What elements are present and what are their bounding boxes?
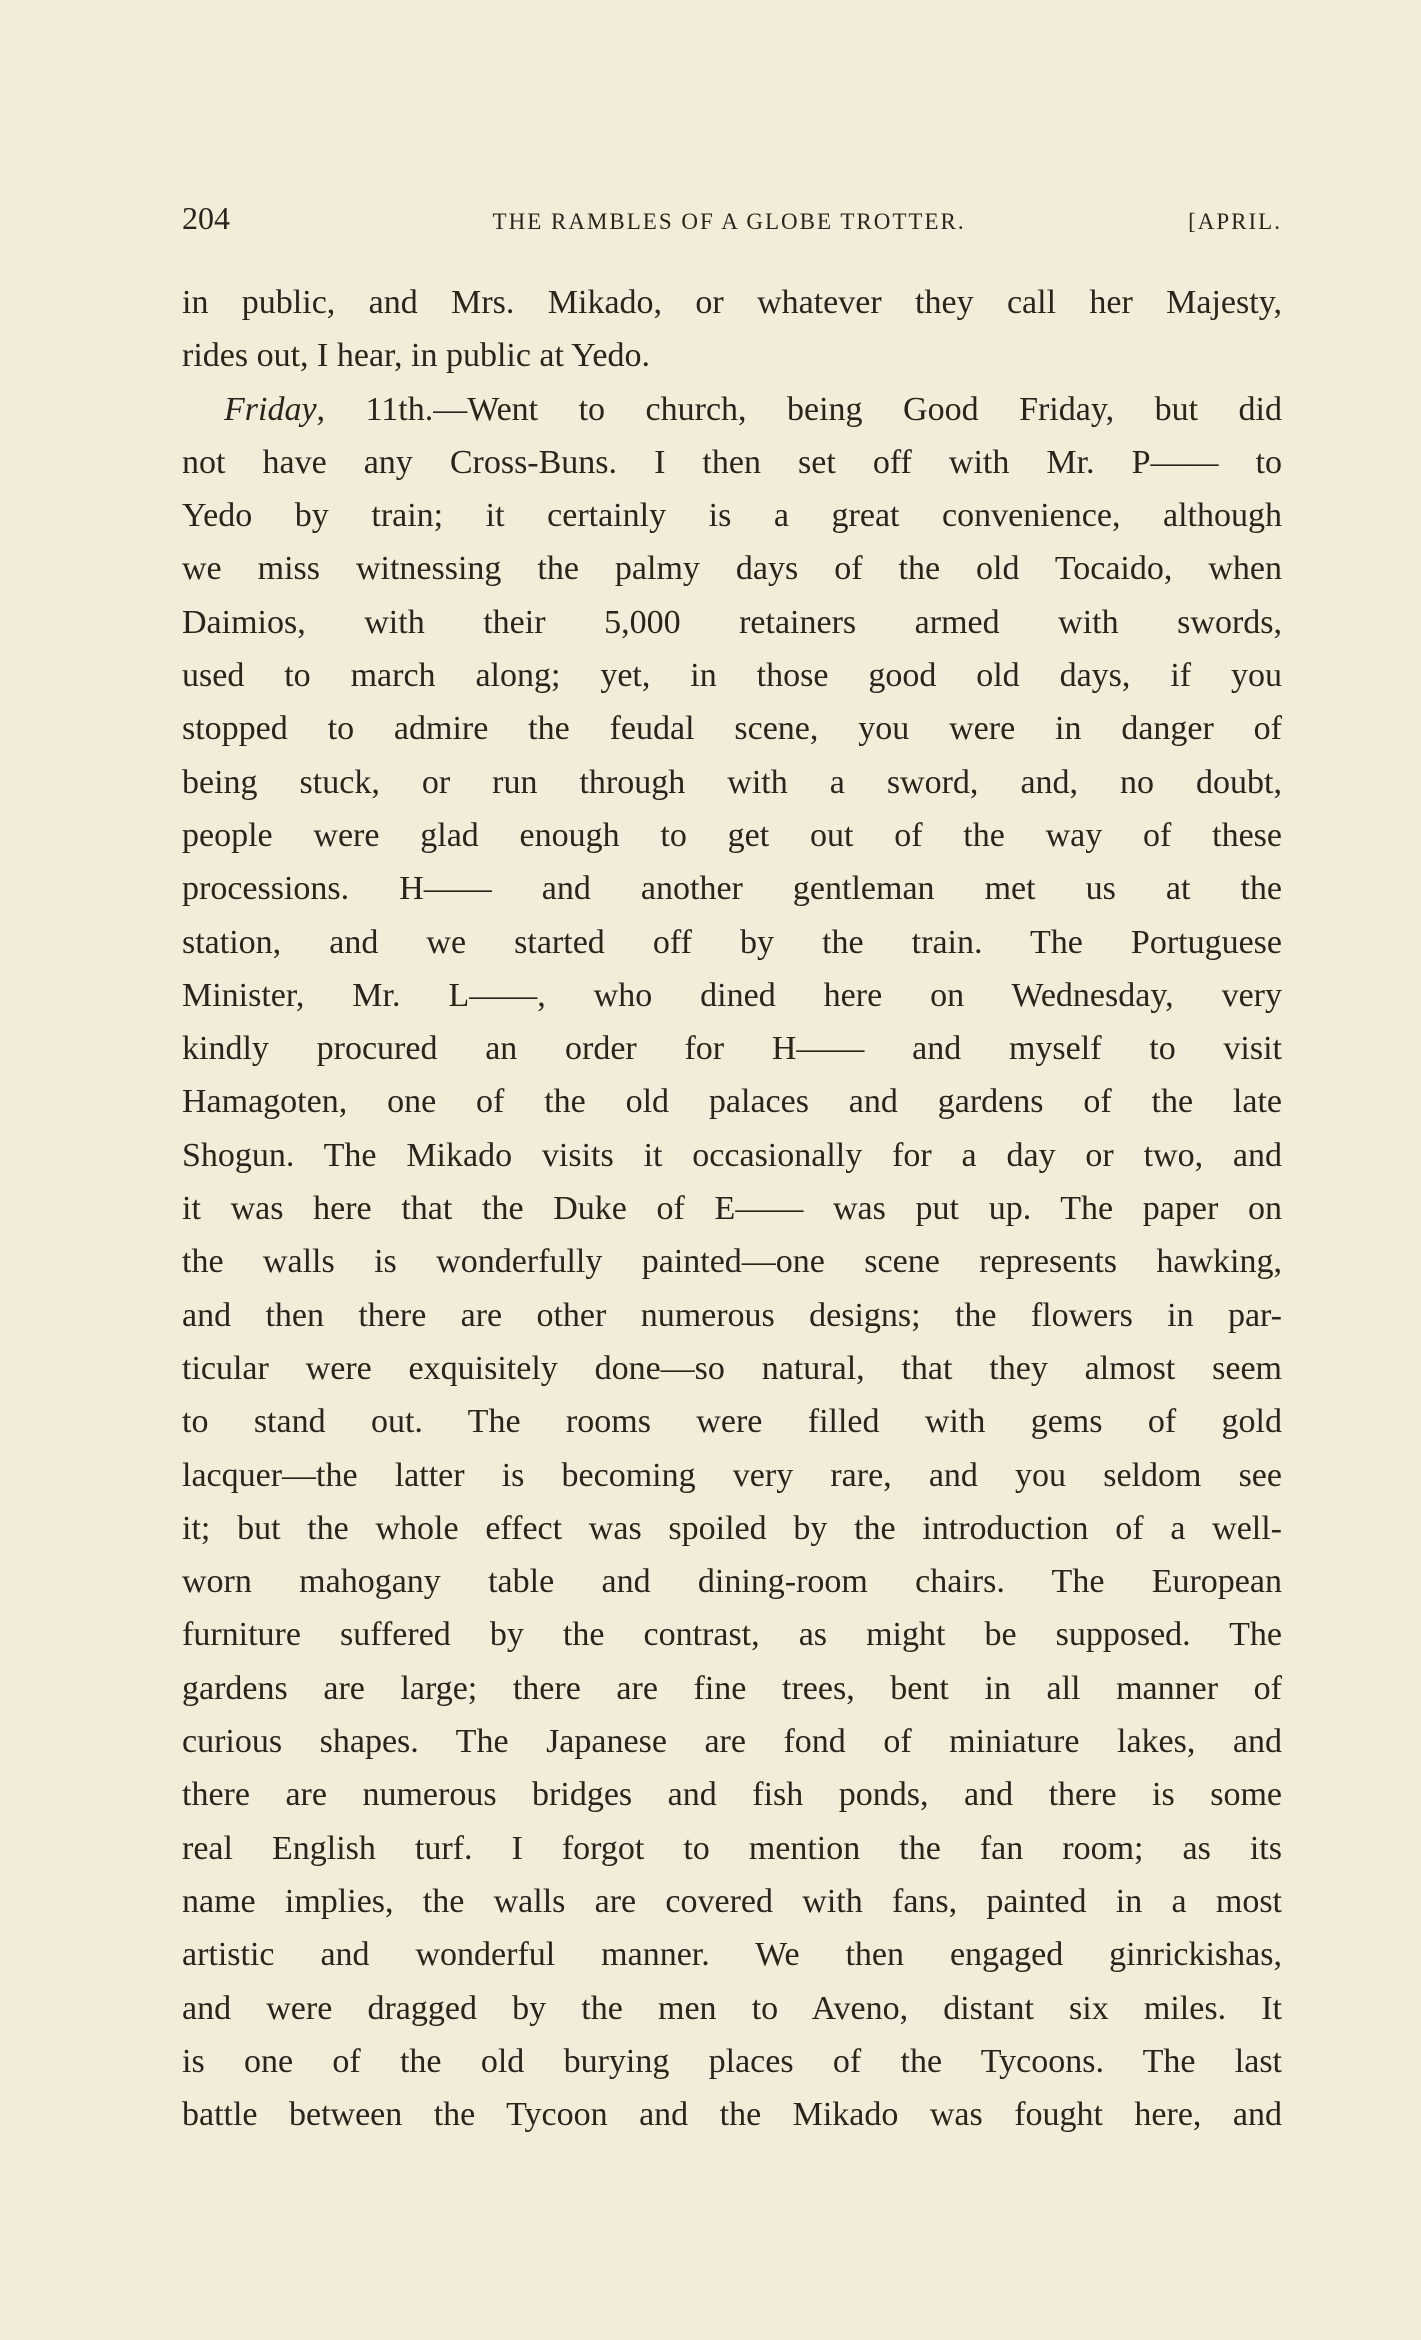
text-line: stopped to admire the feudal scene, you were in danger of bbox=[182, 710, 1282, 748]
page-number: 204 bbox=[182, 200, 230, 236]
text-line: gardens are large; there are fine trees, bent in all manner of bbox=[182, 1669, 1282, 1707]
running-month: [APRIL. bbox=[1188, 209, 1282, 234]
text-line: Daimios, with their 5,000 retainers armed with swords, bbox=[182, 603, 1282, 641]
text-line: there are numerous bridges and fish ponds, and there is some bbox=[182, 1776, 1282, 1814]
body-text bbox=[182, 276, 1282, 2141]
running-title: THE RAMBLES OF A GLOBE TROTTER. bbox=[492, 209, 966, 234]
text-line: it was here that the Duke of E—— was put up. The paper on bbox=[182, 1190, 1282, 1228]
text-line: processions. H—— and another gentleman met us at the bbox=[182, 870, 1282, 908]
text-line: worn mahogany table and dining-room chairs. The European bbox=[182, 1563, 1282, 1601]
text-line: in public, and Mrs. Mikado, or whatever they call her Majesty, bbox=[182, 284, 1282, 321]
text-line: name implies, the walls are covered with fans, painted in a most bbox=[182, 1882, 1282, 1920]
text-line: the walls is wonderfully painted—one scene represents hawking, bbox=[182, 1243, 1282, 1281]
text-line: Yedo by train; it certainly is a great convenience, although bbox=[182, 497, 1282, 535]
text-line-friday bbox=[182, 383, 1282, 436]
text-line: and were dragged by the men to Aveno, distant six miles. It bbox=[182, 1989, 1282, 2027]
text-line: is one of the old burying places of the Tycoons. The last bbox=[182, 2042, 1282, 2080]
text-line: artistic and wonderful manner. We then engaged ginrickishas, bbox=[182, 1936, 1282, 1974]
text-line: we miss witnessing the palmy days of the old Tocaido, when bbox=[182, 550, 1282, 588]
text-line: being stuck, or run through with a sword, and, no doubt, bbox=[182, 763, 1282, 801]
text-line: curious shapes. The Japanese are fond of miniature lakes, and bbox=[182, 1723, 1282, 1761]
text-line: not have any Cross-Buns. I then set off with Mr. P—— to bbox=[182, 443, 1282, 481]
text-line: it; but the whole effect was spoiled by the introduction of a well- bbox=[182, 1509, 1282, 1547]
text-line: to stand out. The rooms were filled with gems of gold bbox=[182, 1403, 1282, 1441]
text-line: battle between the Tycoon and the Mikado was fought here, and bbox=[182, 2096, 1282, 2134]
text-line: Hamagoten, one of the old palaces and gardens of the late bbox=[182, 1083, 1282, 1121]
text-line: lacquer—the latter is becoming very rare, and you seldom see bbox=[182, 1456, 1282, 1494]
text-line: furniture suffered by the contrast, as might be supposed. The bbox=[182, 1616, 1282, 1654]
text-line: ticular were exquisitely done—so natural, that they almost seem bbox=[182, 1349, 1282, 1387]
text-line: Shogun. The Mikado visits it occasionally for a day or two, and bbox=[182, 1136, 1282, 1174]
text-line: people were glad enough to get out of the way of these bbox=[182, 816, 1282, 854]
text-line: Minister, Mr. L——, who dined here on Wednesday, very bbox=[182, 976, 1282, 1014]
text-line: used to march along; yet, in those good old days, if you bbox=[182, 657, 1282, 695]
text-line: rides out, I hear, in public at Yedo. bbox=[182, 337, 650, 375]
text-line: real English turf. I forgot to mention the fan room; as its bbox=[182, 1829, 1282, 1867]
text-line: station, and we started off by the train. The Portuguese bbox=[182, 923, 1282, 961]
text-line: and then there are other numerous designs; the flowers in par- bbox=[182, 1296, 1282, 1334]
text-line-rest: , 11th.—Went to church, being Good Friday, but did bbox=[316, 390, 1282, 428]
page-header bbox=[182, 200, 1282, 248]
text-line: kindly procured an order for H—— and myself to visit bbox=[182, 1030, 1282, 1068]
date-heading: Friday bbox=[224, 390, 317, 428]
